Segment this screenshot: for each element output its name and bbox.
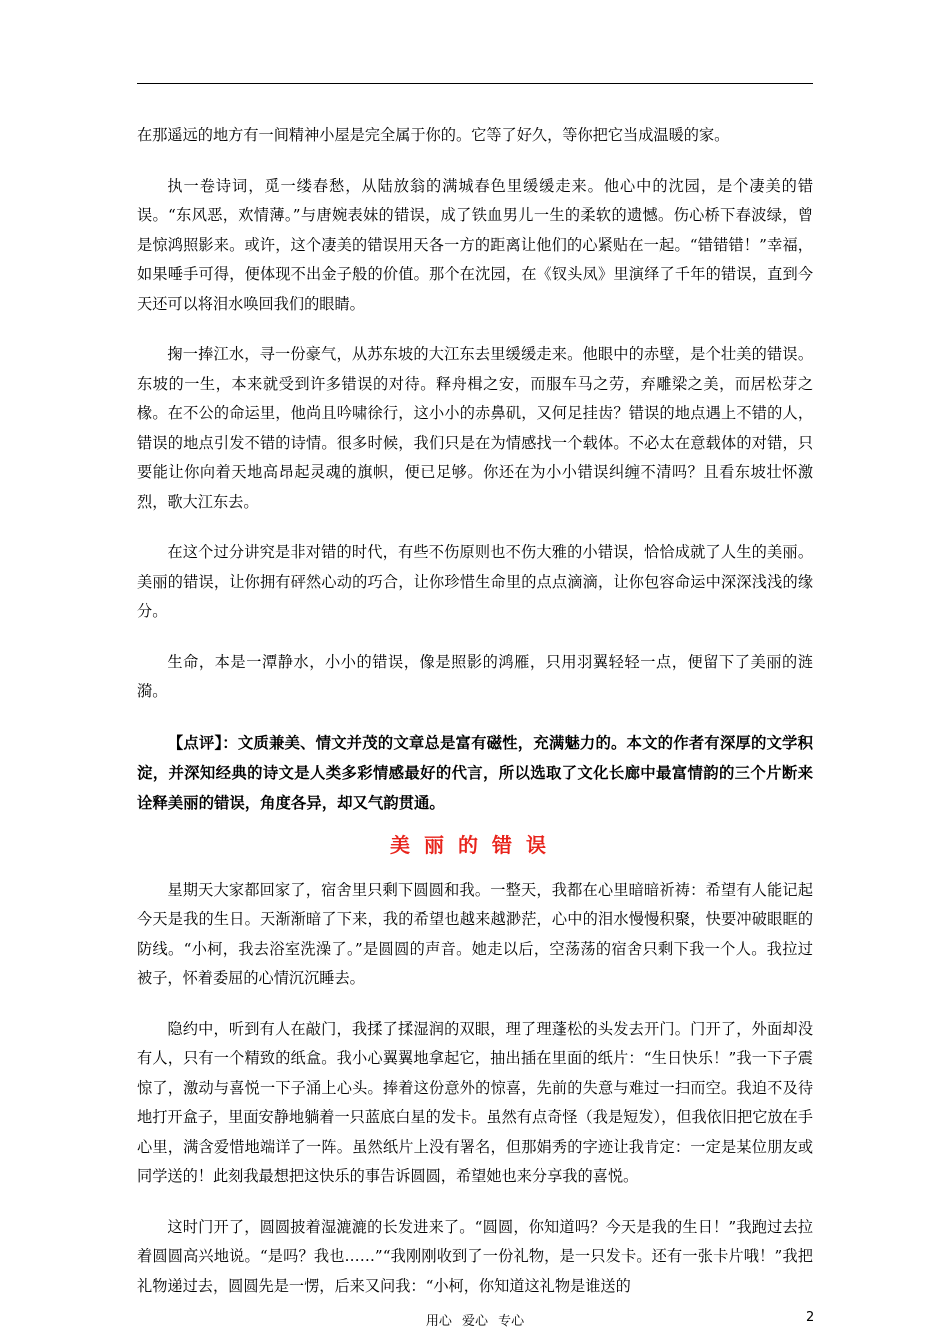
paragraph: 星期天大家都回家了，宿舍里只剩下圆圆和我。一整天，我都在心里暗暗祈祷：希望有人能记起今天是我的生日。天渐渐暗了下来，我的希望也越来越渺茫，心中的泪水慢慢积聚，快要冲破眼眶的防线。“小柯，我去浴室洗澡了。”是圆圆的声音。她走以后，空荡荡的宿舍只剩下我一个人。我拉过被子，怀着委屈的心情沉沉睡去。 (137, 880, 813, 987)
comment-paragraph: 【点评】：文质兼美、情文并茂的文章总是富有磁性，充满魅力的。本文的作者有深厚的文学积淀，并深知经典的诗文是人类多彩情感最好的代言，所以选取了文化长廊中最富情韵的三个片断来诠释美丽的错误，角度各异，却又气韵贯通。 (137, 733, 813, 812)
paragraph: 执一卷诗词，觅一缕春愁，从陆放翁的满城春色里缓缓走来。他心中的沈园，是个凄美的错误。“东风恶，欢情薄。”与唐婉表妹的错误，成了铁血男儿一生的柔软的遗憾。伤心桥下春波绿，曾是惊鸿照影来。或许，这个凄美的错误用天各一方的距离让他们的心紧贴在一起。“错错错！”幸福，如果唾手可得，便体现不出金子般的价值。那个在沈园，在《钗头凤》里演绎了千年的错误，直到今天还可以将泪水唤回我们的眼睛。 (137, 176, 813, 313)
page-number: 2 (806, 1310, 815, 1325)
paragraph: 在那遥远的地方有一间精神小屋是完全属于你的。它等了好久，等你把它当成温暖的家。 (137, 126, 730, 144)
paragraph: 隐约中，听到有人在敲门，我揉了揉湿润的双眼，理了理蓬松的头发去开门。门开了，外面却没有人，只有一个精致的纸盒。我小心翼翼地拿起它，抽出插在里面的纸片：“生日快乐！”我一下子震惊了，激动与喜悦一下子涌上心头。捧着这份意外的惊喜，先前的失意与难过一扫而空。我迫不及待地打开盒子，里面安静地躺着一只蓝底白星的发卡。虽然有点奇怪（我是短发），但我依旧把它放在手心里，满含爱惜地端详了一阵。虽然纸片上没有署名，但那娟秀的字迹让我肯定：一定是某位朋友或同学送的！此刻我最想把这快乐的事告诉圆圆，希望她也来分享我的喜悦。 (137, 1019, 813, 1185)
paragraph: 在这个过分讲究是非对错的时代，有些不伤原则也不伤大雅的小错误，恰恰成就了人生的美丽。美丽的错误，让你拥有砰然心动的巧合，让你珍惜生命里的点点滴滴，让你包容命运中深深浅浅的缘分。 (137, 543, 813, 620)
essay-title: 美丽的错误 (390, 832, 560, 857)
page-content (137, 121, 813, 1301)
header-rule (137, 83, 813, 84)
footer-text: 用心 爱心 专心 (425, 1314, 525, 1329)
paragraph: 这时门开了，圆圆披着湿漉漉的长发进来了。“圆圆，你知道吗？今天是我的生日！”我跑过去拉着圆圆高兴地说。“是吗？我也……”“我刚刚收到了一份礼物，是一只发卡。还有一张卡片哦！”我把礼物递过去，圆圆先是一愣，后来又问我：“小柯，你知道这礼物是谁送的 (137, 1217, 813, 1295)
paragraph: 掬一捧江水，寻一份豪气，从苏东坡的大江东去里缓缓走来。他眼中的赤壁，是个壮美的错误。东坡的一生，本来就受到许多错误的对待。释舟楫之安，而服车马之劳，弃雕梁之美，而居松芽之椽。在不公的命运里，他尚且吟啸徐行，这小小的赤鼻矶，又何足挂齿？错误的地点遇上不错的人，错误的地点引发不错的诗情。很多时候，我们只是在为情感找一个载体。不必太在意载体的对错，只要能让你向着天地高昂起灵魂的旗帜，便已足够。你还在为小小错误纠缠不清吗？且看东坡壮怀激烈，歌大江东去。 (137, 345, 813, 511)
paragraph: 生命，本是一潭静水，小小的错误，像是照影的鸿雁，只用羽翼轻轻一点，便留下了美丽的涟漪。 (137, 652, 813, 700)
